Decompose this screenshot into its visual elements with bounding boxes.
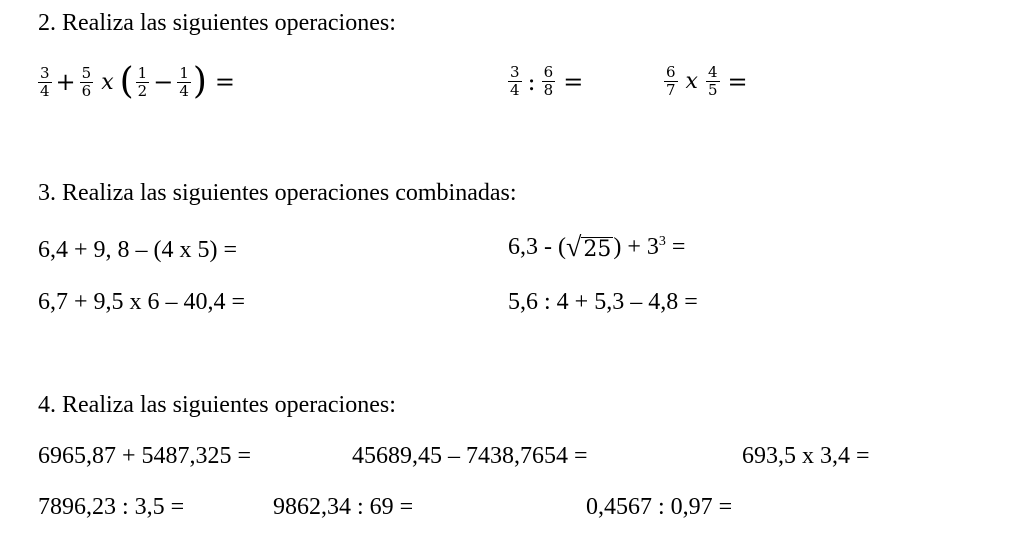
radicand: 25 xyxy=(583,237,612,263)
square-root xyxy=(566,234,613,262)
exercise-2-1 xyxy=(36,61,237,102)
exercise-4-3: 693,5 x 3,4 = xyxy=(742,443,870,469)
exercise-4-4: 7896,23 : 3,5 = xyxy=(38,494,185,520)
right-paren: ) xyxy=(192,61,207,102)
numerator: 3 xyxy=(40,63,50,82)
denominator: 6 xyxy=(81,81,92,100)
numerator: 4 xyxy=(707,63,718,81)
equals-sign: = xyxy=(563,67,584,96)
section-4-heading: 4. Realiza las siguientes operaciones: xyxy=(38,392,396,418)
section-3-heading: 3. Realiza las siguientes operaciones combinadas: xyxy=(38,180,517,206)
numerator: 1 xyxy=(179,63,189,82)
denominator: 5 xyxy=(707,81,718,99)
numerator: 3 xyxy=(510,63,520,81)
equals-sign: = xyxy=(665,234,686,260)
fraction xyxy=(177,65,191,100)
denominator: 4 xyxy=(40,81,50,100)
exponent: 3 xyxy=(658,234,666,249)
exercise-4-1: 6965,87 + 5487,325 = xyxy=(38,443,252,469)
plus-sign: + xyxy=(55,68,76,96)
exercise-3-3: 6,7 + 9,5 x 6 – 40,4 = xyxy=(38,289,246,315)
left-paren: ( xyxy=(119,61,134,102)
division-sign: : xyxy=(527,67,536,96)
denominator: 4 xyxy=(179,81,189,100)
denominator: 2 xyxy=(137,81,148,100)
fraction xyxy=(706,64,720,99)
fraction xyxy=(508,64,522,99)
times-sign: x xyxy=(101,69,114,95)
equals-sign: = xyxy=(727,67,748,96)
exercise-4-5: 9862,34 : 69 = xyxy=(273,494,414,520)
denominator: 4 xyxy=(510,81,520,99)
exercise-3-2 xyxy=(508,234,685,262)
exercise-4-6: 0,4567 : 0,97 = xyxy=(586,494,733,520)
expression-prefix: 6,3 - ( xyxy=(508,234,566,260)
fraction xyxy=(80,65,94,100)
exercise-3-4: 5,6 : 4 + 5,3 – 4,8 = xyxy=(508,289,698,315)
exercise-2-3 xyxy=(662,64,750,99)
fraction xyxy=(38,65,52,100)
radical-icon: √ xyxy=(565,232,582,264)
section-2-heading: 2. Realiza las siguientes operaciones: xyxy=(38,10,396,36)
minus-sign: − xyxy=(153,68,174,96)
numerator: 1 xyxy=(137,63,148,82)
exercise-4-2: 45689,45 – 7438,7654 = xyxy=(352,443,588,469)
exercise-3-1: 6,4 + 9, 8 – (4 x 5) = xyxy=(38,237,238,263)
expression-suffix: ) + 3 xyxy=(613,234,659,260)
equals-sign: = xyxy=(214,68,236,96)
exercise-2-2 xyxy=(506,64,585,99)
numerator: 6 xyxy=(543,63,554,81)
numerator: 5 xyxy=(81,63,92,82)
times-sign: x xyxy=(685,69,698,94)
numerator: 6 xyxy=(666,63,676,81)
denominator: 7 xyxy=(666,81,676,99)
fraction xyxy=(542,64,556,99)
denominator: 8 xyxy=(543,81,554,99)
fraction xyxy=(664,64,678,99)
fraction xyxy=(136,65,150,100)
